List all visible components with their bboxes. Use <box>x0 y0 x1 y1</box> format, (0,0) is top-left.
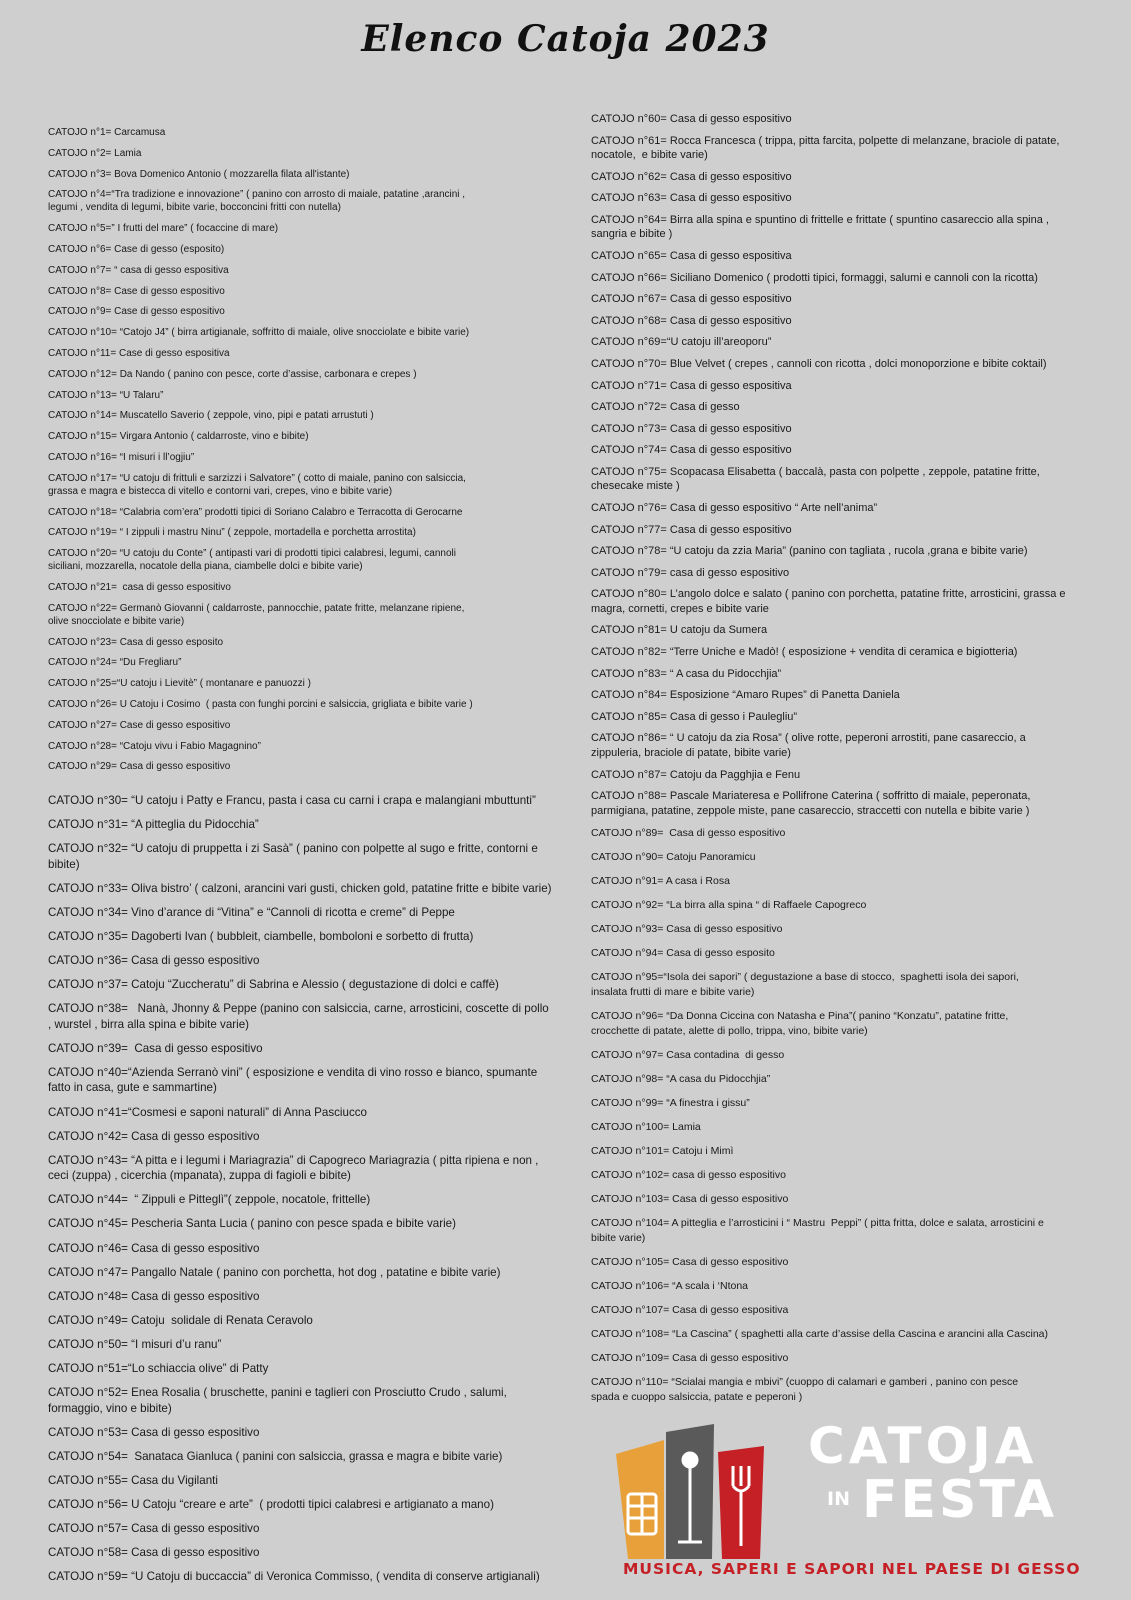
catojo-entry: CATOJO n°15= Virgara Antonio ( caldarroste, vino e bibite) <box>48 431 309 443</box>
catojo-entry: CATOJO n°21= casa di gesso espositivo <box>48 581 231 593</box>
catojo-entry: CATOJO n°1= Carcamusa <box>48 127 166 138</box>
catojo-entry: CATOJO n°37= Catoju “Zuccheratu” di Sabrina e Alessio ( degustazione di dolci e caffè) <box>48 978 499 992</box>
catojo-entry: CATOJO n°90= Catoju Panoramicu <box>591 851 756 863</box>
logo-word-catoja: CATOJA <box>808 1417 1038 1475</box>
catojo-entry: CATOJO n°24= “Du Fregliaru” <box>48 657 182 669</box>
catojo-entry: CATOJO n°94= Casa di gesso esposito <box>591 947 775 959</box>
catojo-entry: CATOJO n°95=“Isola dei sapori” ( degustazione a base di stocco, spaghetti isola dei sapori, insalata frutti di mare e bibite varie) <box>591 971 1019 998</box>
catojo-entry: CATOJO n°73= Casa di gesso espositivo <box>591 422 792 435</box>
catojo-entry: CATOJO n°52= Enea Rosalia ( bruschette, panini e taglieri con Prosciutto Crudo , salumi, formaggio, vino e bibite) <box>48 1386 507 1415</box>
catojo-entry: CATOJO n°69=“U catoju ill’areoporu” <box>591 336 772 349</box>
catojo-entry: CATOJO n°49= Catoju solidale di Renata Ceravolo <box>48 1313 313 1327</box>
catojo-entry: CATOJO n°2= Lamia <box>48 147 142 159</box>
catoja-list-60-88 <box>591 112 1096 825</box>
catojo-entry: CATOJO n°45= Pescheria Santa Lucia ( panino con pesce spada e bibite varie) <box>48 1217 456 1231</box>
catojo-entry: CATOJO n°109= Casa di gesso espositivo <box>591 1352 789 1364</box>
catojo-entry: CATOJO n°55= Casa du Vigilanti <box>48 1473 218 1487</box>
catojo-entry: CATOJO n°84= Esposizione “Amaro Rupes” di Panetta Daniela <box>591 689 900 702</box>
catojo-entry: CATOJO n°40=“Azienda Serranò vini” ( esposizione e vendita di vino rosso e bianco, spumante fatto in casa, gute e sammartine) <box>48 1065 538 1095</box>
catojo-entry: CATOJO n°20= “U catoju du Conte” ( antipasti vari di prodotti tipici calabresi, legumi, cannoli siciliani, mozzarella, nocatole della piana, ciambelle dolci e bibite varie) <box>48 548 456 573</box>
catojo-entry: CATOJO n°104= A pitteglia e l’arrosticini i “ Mastru Peppi” ( pitta fritta, dolce e salata, arrosticini e bibite varie) <box>591 1217 1044 1244</box>
catojo-entry: CATOJO n°16= “I misuri i ll’ogjiu” <box>48 451 195 463</box>
catojo-entry: CATOJO n°99= “A finestra i gissu” <box>591 1097 750 1109</box>
catojo-entry: CATOJO n°63= Casa di gesso espositivo <box>591 192 792 205</box>
catojo-entry: CATOJO n°51=“Lo schiaccia olive” di Patty <box>48 1361 269 1375</box>
catojo-entry: CATOJO n°88= Pascale Mariateresa e Pollifrone Caterina ( soffritto di maiale, peperonata, parmigiana, patatine, zeppole miste, pane casareccio, straccetti con nutella e bibite varie ) <box>591 790 1031 817</box>
catojo-entry: CATOJO n°107= Casa di gesso espositiva <box>591 1304 789 1316</box>
catojo-entry: CATOJO n°83= “ A casa du Pidocchjia” <box>591 667 782 680</box>
catojo-entry: CATOJO n°31= “A pitteglia du Pidocchia” <box>48 818 259 832</box>
catojo-entry: CATOJO n°4=“Tra tradizione e innovazione” ( panino con arrosto di maiale, patatine ,arancini , legumi , vendita di legumi, bibite varie, bocconcini fritti con nutella) <box>48 189 466 214</box>
catojo-entry: CATOJO n°105= Casa di gesso espositivo <box>591 1256 789 1268</box>
catojo-entry: CATOJO n°3= Bova Domenico Antonio ( mozzarella filata all'istante) <box>48 168 350 180</box>
catojo-entry: CATOJO n°12= Da Nando ( panino con pesce, corte d’assise, carbonara e crepes ) <box>48 368 417 380</box>
catojo-entry: CATOJO n°108= “La Cascina” ( spaghetti alla carte d’assise della Cascina e arancini alla Cascina) <box>591 1328 1048 1340</box>
catojo-entry: CATOJO n°91= A casa i Rosa <box>591 875 730 887</box>
catojo-entry: CATOJO n°106= “A scala i ‘Ntona <box>591 1280 749 1292</box>
catojo-entry: CATOJO n°18= “Calabria com’era” prodotti tipici di Soriano Calabro e Terracotta di Gerocarne <box>48 506 463 518</box>
catojo-entry: CATOJO n°23= Casa di gesso esposito <box>48 636 224 648</box>
catojo-entry: CATOJO n°26= U Catoju i Cosimo ( pasta con funghi porcini e salsiccia, grigliata e bibite varie ) <box>48 698 473 710</box>
catojo-entry: CATOJO n°89= Casa di gesso espositivo <box>591 827 786 839</box>
catojo-entry: CATOJO n°77= Casa di gesso espositivo <box>591 523 792 536</box>
catojo-entry: CATOJO n°43= “A pitta e i legumi i Mariagrazia” di Capogreco Mariagrazia ( pitta ripiena e non , ceci (zuppa) , cicerchia (mpanata), zuppa di fagioli e bibite) <box>48 1153 539 1183</box>
catojo-entry: CATOJO n°22= Germanò Giovanni ( caldarroste, pannocchie, patate fritte, melanzane ripiene, olive snocciolate e bibite varie) <box>48 602 465 627</box>
catojo-entry: CATOJO n°36= Casa di gesso espositivo <box>48 954 260 968</box>
catojo-entry: CATOJO n°65= Casa di gesso espositiva <box>591 249 792 262</box>
catojo-entry: CATOJO n°11= Case di gesso espositiva <box>48 347 230 359</box>
catojo-entry: CATOJO n°70= Blue Velvet ( crepes , cannoli con ricotta , dolci monoporzione e bibite coktail) <box>591 357 1047 370</box>
logo-word-festa: FESTA <box>862 1470 1058 1530</box>
logo-graphic <box>614 1424 804 1559</box>
catoja-in-festa-logo <box>614 1417 1084 1600</box>
catojo-entry: CATOJO n°58= Casa di gesso espositivo <box>48 1546 260 1560</box>
catojo-entry: CATOJO n°54= Sanataca Gianluca ( panini con salsiccia, grassa e magra e bibite varie) <box>48 1449 503 1463</box>
catojo-entry: CATOJO n°72= Casa di gesso <box>591 401 740 414</box>
catojo-entry: CATOJO n°39= Casa di gesso espositivo <box>48 1041 263 1055</box>
catoja-list-30-59 <box>48 793 588 1593</box>
catojo-entry: CATOJO n°98= “A casa du Pidocchjia” <box>591 1073 771 1085</box>
catojo-entry: CATOJO n°42= Casa di gesso espositivo <box>48 1129 260 1143</box>
catojo-entry: CATOJO n°64= Birra alla spina e spuntino di frittelle e frittate ( spuntino casareccio alla spina , sangria e bibite ) <box>591 213 1049 241</box>
catojo-entry: CATOJO n°19= “ I zippuli i mastru Ninu” ( zeppole, mortadella e porchetta arrostita) <box>48 527 416 539</box>
catojo-entry: CATOJO n°41=“Cosmesi e saponi naturali” di Anna Pasciucco <box>48 1105 368 1119</box>
catojo-entry: CATOJO n°79= casa di gesso espositivo <box>591 566 790 579</box>
catojo-entry: CATOJO n°34= Vino d’arance di “Vitina” e “Cannoli di ricotta e creme” di Peppe <box>48 905 455 919</box>
catojo-entry: CATOJO n°47= Pangallo Natale ( panino con porchetta, hot dog , patatine e bibite varie) <box>48 1265 501 1279</box>
logo-word-in: IN <box>827 1488 850 1510</box>
catojo-entry: CATOJO n°80= L’angolo dolce e salato ( panino con porchetta, patatine fritte, arrosticini, grassa e magra, cornetti, crepes e bibite varie <box>591 588 1066 615</box>
catojo-entry: CATOJO n°5=” I frutti del mare” ( focaccine di mare) <box>48 223 279 235</box>
catojo-entry: CATOJO n°110= “Scialai mangia e mbivi” (cuoppo di calamari e gamberi , panino con pesce spada e cuoppo salsiccia, patate e peperoni ) <box>591 1376 1019 1403</box>
catojo-entry: CATOJO n°28= “Catoju vivu i Fabio Magagnino” <box>48 740 261 752</box>
page-title: Elenco Catoja 2023 <box>361 18 770 60</box>
catojo-entry: CATOJO n°6= Case di gesso (esposito) <box>48 243 225 255</box>
catojo-entry: CATOJO n°100= Lamia <box>591 1121 701 1133</box>
catojo-entry: CATOJO n°8= Case di gesso espositivo <box>48 285 225 297</box>
catojo-entry: CATOJO n°56= U Catoju “creare e arte” ( prodotti tipici calabresi e artigianato a mano) <box>48 1497 494 1511</box>
catojo-entry: CATOJO n°86= “ U catoju da zia Rosa” ( olive rotte, peperoni arrostiti, pane casareccio, a zippuleria, braciole di patate, bibite varie) <box>591 732 1026 759</box>
catojo-entry: CATOJO n°75= Scopacasa Elisabetta ( baccalà, pasta con polpette , zeppole, patatine fritte, chesecake miste ) <box>591 465 1040 493</box>
catojo-entry: CATOJO n°44= “ Zippuli e Pitteglì”( zeppole, nocatole, frittelle) <box>48 1193 371 1207</box>
catojo-entry: CATOJO n°9= Case di gesso espositivo <box>48 306 225 318</box>
catojo-entry: CATOJO n°92= “La birra alla spina “ di Raffaele Capogreco <box>591 899 867 911</box>
catojo-entry: CATOJO n°85= Casa di gesso i Paulegliu” <box>591 710 798 723</box>
catojo-entry: CATOJO n°30= “U catoju i Patty e Francu, pasta i casa cu carni i crapa e malangiani mbuttunti” <box>48 794 536 807</box>
catojo-entry: CATOJO n°25=“U catoju i Lievitè” ( montanare e panuozzi ) <box>48 678 311 690</box>
catojo-entry: CATOJO n°27= Case di gesso espositivo <box>48 719 231 731</box>
catojo-entry: CATOJO n°59= “U Catoju di buccaccia” di Veronica Commisso, ( vendita di conserve artigianali) <box>48 1570 540 1584</box>
catojo-entry: CATOJO n°13= “U Talaru” <box>48 389 164 401</box>
catojo-entry: CATOJO n°71= Casa di gesso espositiva <box>591 379 792 392</box>
catojo-entry: CATOJO n°87= Catoju da Pagghjia e Fenu <box>591 768 801 781</box>
catojo-entry: CATOJO n°10= “Catojo J4” ( birra artigianale, soffritto di maiale, olive snocciolate e bibite varie) <box>48 327 470 339</box>
catojo-entry: CATOJO n°7= “ casa di gesso espositiva <box>48 264 229 276</box>
catojo-entry: CATOJO n°57= Casa di gesso espositivo <box>48 1522 260 1536</box>
catojo-entry: CATOJO n°60= Casa di gesso espositivo <box>591 113 792 125</box>
catojo-entry: CATOJO n°14= Muscatello Saverio ( zeppole, vino, pipi e patati arrustuti ) <box>48 410 374 422</box>
catojo-entry: CATOJO n°102= casa di gesso espositivo <box>591 1169 786 1181</box>
catojo-entry: CATOJO n°82= “Terre Uniche e Madò! ( esposizione + vendita di ceramica e bigiotteria) <box>591 646 1018 659</box>
catojo-entry: CATOJO n°68= Casa di gesso espositivo <box>591 314 792 327</box>
catojo-entry: CATOJO n°50= “I misuri d’u ranu” <box>48 1337 222 1351</box>
catojo-entry: CATOJO n°17= “U catoju di frittuli e sarzizzi i Salvatore” ( cotto di maiale, panino con salsiccia, grassa e magra e bistecca di vitello e contorni vari, crepes, vino e bibite varie) <box>48 472 466 497</box>
catojo-entry: CATOJO n°74= Casa di gesso espositivo <box>591 444 792 457</box>
catojo-entry: CATOJO n°48= Casa di gesso espositivo <box>48 1289 260 1303</box>
catojo-entry: CATOJO n°81= U catoju da Sumera <box>591 624 768 637</box>
catojo-entry: CATOJO n°38= Nanà, Jhonny & Peppe (panino con salsiccia, carne, arrosticini, coscette di pollo , wurstel , birra alla spina e bibite varie) <box>48 1002 549 1031</box>
catojo-entry: CATOJO n°67= Casa di gesso espositivo <box>591 293 792 306</box>
catojo-entry: CATOJO n°61= Rocca Francesca ( trippa, pitta farcita, polpette di melanzane, braciole di patate, nocatole, e bibite varie) <box>591 134 1060 162</box>
catojo-entry: CATOJO n°96= “Da Donna Ciccina con Natasha e Pina”( panino “Konzatu”, patatine fritte, crocchette di patate, alette di pollo, trippa, vino, bibite varie) <box>591 1010 1009 1037</box>
catojo-entry: CATOJO n°33= Oliva bistro’ ( calzoni, arancini vari gusti, chicken gold, patatine fritte e bibite varie) <box>48 881 552 895</box>
catojo-entry: CATOJO n°32= “U catoju di pruppetta i zi Sasà” ( panino con polpette al sugo e fritte, contorni e bibite) <box>48 842 538 871</box>
catojo-entry: CATOJO n°76= Casa di gesso espositivo “ Arte nell’anima” <box>591 502 878 514</box>
catojo-entry: CATOJO n°46= Casa di gesso espositivo <box>48 1241 260 1255</box>
catojo-entry: CATOJO n°97= Casa contadina di gesso <box>591 1049 785 1061</box>
catojo-entry: CATOJO n°35= Dagoberti Ivan ( bubbleit, ciambelle, bomboloni e sorbetto di frutta) <box>48 929 474 943</box>
catojo-entry: CATOJO n°101= Catoju i Mimì <box>591 1145 734 1157</box>
catoja-list-1-29 <box>48 126 528 781</box>
catojo-entry: CATOJO n°62= Casa di gesso espositivo <box>591 170 792 183</box>
catoja-list-89-110 <box>591 826 1081 1414</box>
catojo-entry: CATOJO n°78= “U catoju da zzia Maria” (panino con tagliata , rucola ,grana e bibite varie) <box>591 545 1028 558</box>
catojo-entry: CATOJO n°66= Siciliano Domenico ( prodotti tipici, formaggi, salumi e cannoli con la ricotta) <box>591 271 1038 284</box>
catojo-entry: CATOJO n°53= Casa di gesso espositivo <box>48 1425 260 1439</box>
logo-tagline: MUSICA, SAPERI E SAPORI NEL PAESE DI GESSO <box>623 1560 1081 1578</box>
catojo-entry: CATOJO n°29= Casa di gesso espositivo <box>48 761 231 773</box>
catojo-entry: CATOJO n°93= Casa di gesso espositivo <box>591 923 783 935</box>
catojo-entry: CATOJO n°103= Casa di gesso espositivo <box>591 1193 789 1205</box>
